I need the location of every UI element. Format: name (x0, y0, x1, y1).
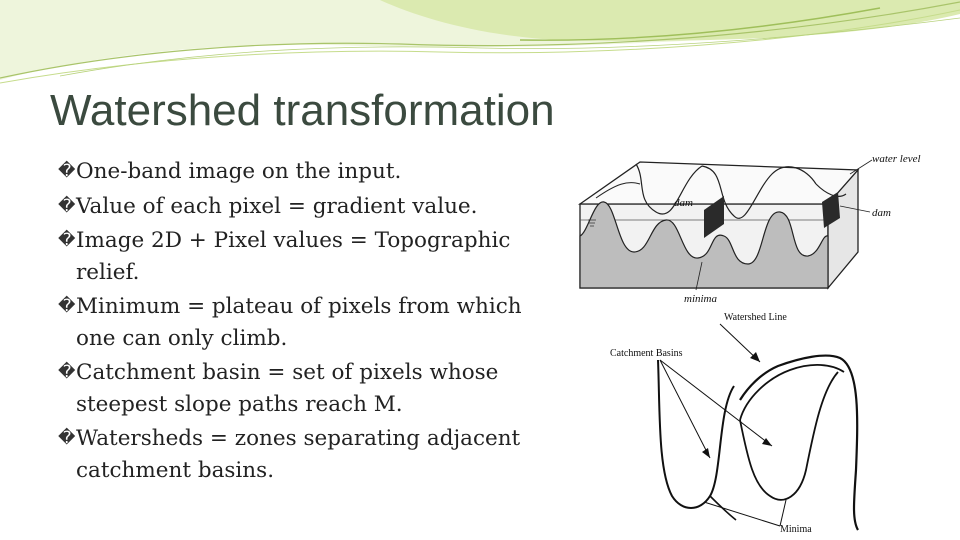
water-level-label: water level (872, 153, 921, 165)
minima-label: minima (684, 293, 717, 305)
topographic-relief-figure (576, 140, 936, 305)
bullet-icon: � (58, 195, 76, 216)
slide-title: Watershed transformation (50, 86, 555, 135)
minima-label: Minima (780, 524, 812, 535)
catchment-basins-label: Catchment Basins (610, 348, 683, 359)
bullet-icon: � (58, 428, 76, 448)
dam-right-label: dam (872, 207, 891, 219)
bullet-item (58, 291, 563, 354)
minima-arrow-1 (704, 502, 780, 526)
basin-curve-right (740, 372, 838, 500)
bullet-icon: � (58, 230, 76, 250)
catchment-arrowhead-1-icon (702, 448, 710, 458)
basin-curve-left (658, 360, 734, 508)
bullet-icon: � (58, 362, 76, 382)
bullet-text: Minimum = plateau of pixels from which one can only climb. (76, 294, 522, 351)
watershed-line-label: Watershed Line (724, 312, 787, 323)
bullet-text: One-band image on the input. (76, 159, 402, 184)
bullet-list (58, 156, 563, 489)
bullet-item (58, 357, 563, 420)
watershed-arch (740, 356, 858, 530)
bullet-text: Watersheds = zones separating adjacent catchment basins. (76, 426, 521, 483)
bullet-item (58, 225, 563, 288)
bullet-icon: � (58, 161, 76, 181)
minima-arrow-2 (780, 500, 786, 526)
bullet-text: Value of each pixel = gradient value. (76, 193, 478, 219)
header-swoosh (0, 0, 960, 90)
dam-left-label: dam (674, 197, 693, 209)
water-level-leader (850, 160, 872, 174)
catchment-arrow-2 (660, 360, 772, 446)
bullet-item (58, 423, 563, 486)
bullet-text: Image 2D + Pixel values = Topographic relief. (76, 228, 511, 285)
bullet-item (58, 191, 563, 223)
ridge-front-curve (740, 365, 844, 420)
bullet-item (58, 156, 563, 188)
catchment-arrow-1 (660, 360, 710, 458)
bullet-icon: � (58, 296, 76, 316)
watershed-line-figure (600, 300, 880, 538)
bullet-text: Catchment basin = set of pixels whose steepest slope paths reach M. (76, 360, 499, 417)
